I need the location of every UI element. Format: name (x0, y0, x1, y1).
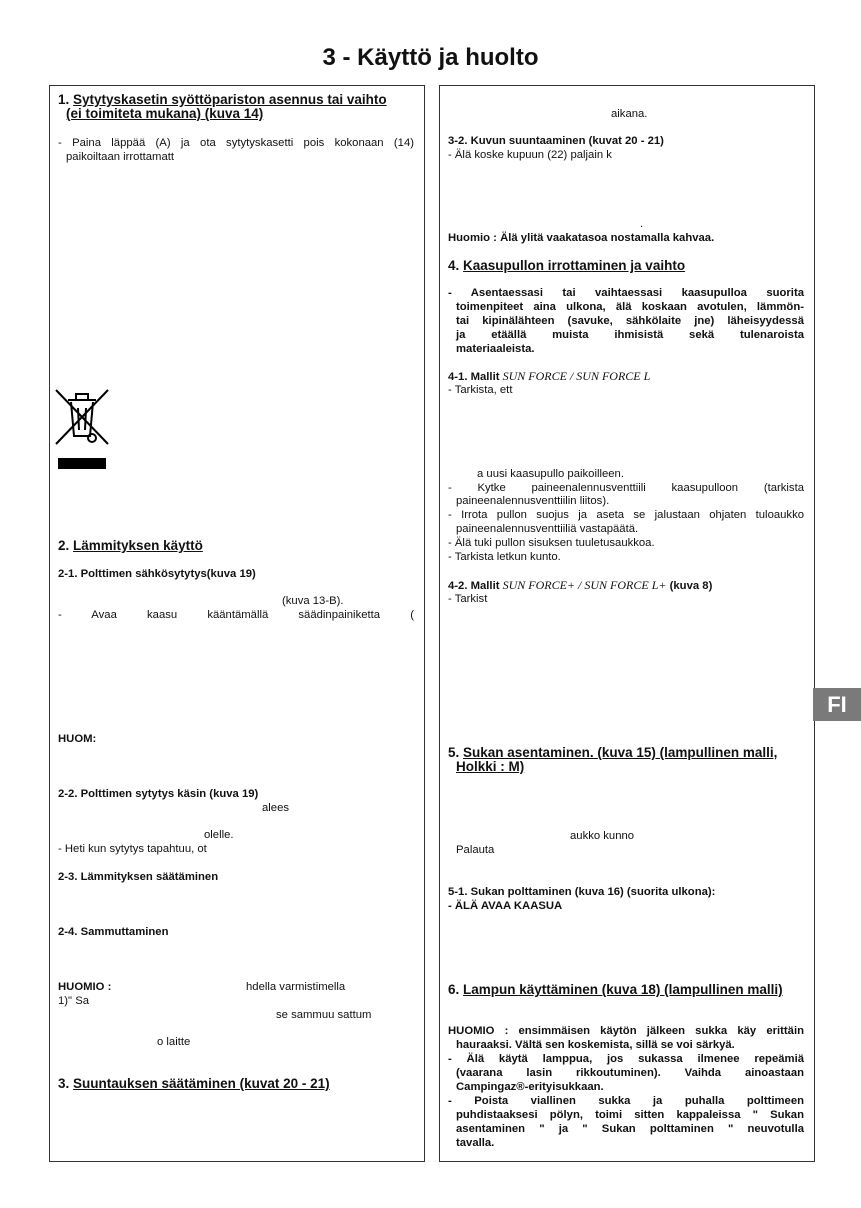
section-2-title: Lämmityksen käyttö (73, 538, 203, 553)
section-5-1-title: 5-1. Sukan polttaminen (kuva 16) (suorita ulkona): (448, 886, 716, 898)
section-4-p1: - Asentaessasi tai vaihtaessasi kaasupulloa suorita (448, 287, 804, 299)
section-6-p7: puhdistaaksesi pölyn, toimi sitten kappaleissa " Sukan (456, 1109, 804, 1121)
section-2-1-title: 2-1. Polttimen sähkösytytys(kuva 19) (58, 568, 256, 580)
huomio-fragment-1: hdella varmistimella (246, 981, 346, 993)
section-4-1-c1: - Irrota pullon suojus ja aseta se jalustaan ohjaten tuloaukko (448, 509, 804, 521)
section-5-number: 5. (448, 745, 460, 760)
section-4-2-title: 4-2. Mallit SUN FORCE+ / SUN FORCE L+ (kuva 8) (448, 578, 713, 592)
aikana-fragment: aikana. (611, 108, 648, 120)
section-3-number: 3. (58, 1076, 70, 1091)
section-6-title: Lampun käyttäminen (kuva 18) (lampullinen malli) (463, 982, 783, 997)
section-4-p4: ja etäällä muista ihmisistä sekä tulenaroista (456, 329, 804, 341)
section-5-title-cont: Holkki : M) (456, 759, 525, 774)
section-2-1-fragment: (kuva 13-B). (282, 595, 344, 607)
section-2-number: 2. (58, 538, 70, 553)
section-6-p3: - Älä käytä lamppua, jos sukassa ilmenee repeämiä (448, 1053, 804, 1065)
section-4-1-line: - Tarkista, ett (448, 384, 513, 396)
dot-fragment: . (640, 218, 644, 230)
section-4-1-b1: - Kytke paineenalennusventtiili kaasupulloon (tarkista (448, 482, 804, 494)
section-4-title: Kaasupullon irrottaminen ja vaihto (463, 258, 686, 273)
left-column (49, 85, 425, 1162)
section-4-1-e: - Tarkista letkun kunto. (448, 551, 561, 563)
section-6-heading (448, 982, 783, 997)
huomio-fragment-2: 1)" Sa (58, 995, 90, 1007)
huomio-fragment-4: o laitte (157, 1036, 191, 1048)
section-2-2-line: - Heti kun sytytys tapahtuu, ot (58, 843, 207, 855)
section-4-heading (448, 258, 685, 273)
page-title: 3 - Käyttö ja huolto (322, 44, 539, 71)
language-tab: FI (813, 688, 861, 721)
section-6-p4: (vaarana lasin rikkoutuminen). Vaihda ainoastaan (456, 1067, 804, 1079)
section-6-p9: tavalla. (456, 1137, 495, 1149)
section-2-2-fragment-2: olelle. (204, 829, 234, 841)
huom-label: HUOM: (58, 733, 97, 745)
section-4-1-b2: paineenalennusventtiilin liitos). (456, 495, 610, 507)
section-3-2-line: - Älä koske kupuun (22) paljain k (448, 149, 612, 161)
section-1-number: 1. (58, 92, 70, 107)
section-3-2-title: 3-2. Kuvun suuntaaminen (kuvat 20 - 21) (448, 135, 664, 147)
section-6-p5: Campingaz®-erityisukkaan. (456, 1081, 604, 1093)
section-6-p2: hauraaksi. Vältä sen koskemista, sillä se voi särkyä. (456, 1039, 735, 1051)
section-4-1-a: a uusi kaasupullo paikoilleen. (477, 468, 624, 480)
section-5-heading (448, 745, 804, 760)
section-2-2-title: 2-2. Polttimen sytytys käsin (kuva 19) (58, 788, 259, 800)
models-label-plus: SUN FORCE+ / SUN FORCE L+ (502, 578, 667, 592)
section-1-title: Sytytyskasetin syöttöpariston asennus tai vaihto (73, 92, 387, 107)
section-4-number: 4. (448, 258, 460, 273)
section-1-heading (58, 92, 387, 107)
section-6-p6: - Poista viallinen sukka ja puhalla polttimeen (448, 1095, 804, 1107)
section-2-2-fragment-1: alees (262, 802, 290, 814)
section-2-1-line: - Avaa kaasu kääntämällä säädinpainiketta ( (58, 609, 414, 621)
huomio-line: Huomio : Älä ylitä vaakatasoa nostamalla kahvaa. (448, 232, 715, 244)
section-1-title-cont: (ei toimiteta mukana) (kuva 14) (66, 106, 264, 121)
section-2-4-title: 2-4. Sammuttaminen (58, 926, 169, 938)
section-2-heading (58, 538, 203, 553)
section-4-1-d: - Älä tuki pullon sisuksen tuuletusaukkoa. (448, 537, 655, 549)
crossed-out-bin-icon (54, 386, 110, 448)
section-4-2-line: - Tarkist (448, 593, 488, 605)
section-4-p2: toimenpiteet aina ulkona, älä koskaan avotulen, lämmön- (456, 301, 804, 313)
section-3-heading (58, 1076, 330, 1091)
section-3-title: Suuntauksen säätäminen (kuvat 20 - 21) (73, 1076, 330, 1091)
section-2-3-title: 2-3. Lämmityksen säätäminen (58, 871, 219, 883)
section-1-line-2: paikoiltaan irrottamatt (66, 151, 174, 163)
right-column (439, 85, 815, 1162)
section-6-number: 6. (448, 982, 460, 997)
section-6-p8: asentaminen " ja " Sukan polttaminen " neuvotulla (456, 1123, 804, 1135)
section-4-p3: tai kipinälähteen (savuke, sähkölaite jne) läheisyydessä (456, 315, 804, 327)
models-label: SUN FORCE / SUN FORCE L (502, 369, 651, 383)
section-5-fragment-1: aukko kunno (570, 830, 635, 842)
section-4-p5: materiaaleista. (456, 343, 535, 355)
section-4-1-c2: paineenalennusventtiiliä vastapäätä. (456, 523, 639, 535)
section-1-line-1: - Paina läppää (A) ja ota sytytyskasetti pois kokonaan (14) (58, 137, 414, 149)
section-6-p1: HUOMIO : ensimmäisen käytön jälkeen sukka käy erittäin (448, 1025, 804, 1037)
huomio-label: HUOMIO : (58, 981, 112, 993)
section-5-title: Sukan asentaminen. (kuva 15) (lampullinen malli, (463, 745, 778, 760)
section-5-1-line: - ÄLÄ AVAA KAASUA (448, 900, 563, 912)
black-bar (58, 458, 106, 469)
huomio-fragment-3: se sammuu sattum (276, 1009, 372, 1021)
section-5-fragment-2: Palauta (456, 844, 495, 856)
section-4-1-title: 4-1. Mallit SUN FORCE / SUN FORCE L (448, 369, 651, 383)
